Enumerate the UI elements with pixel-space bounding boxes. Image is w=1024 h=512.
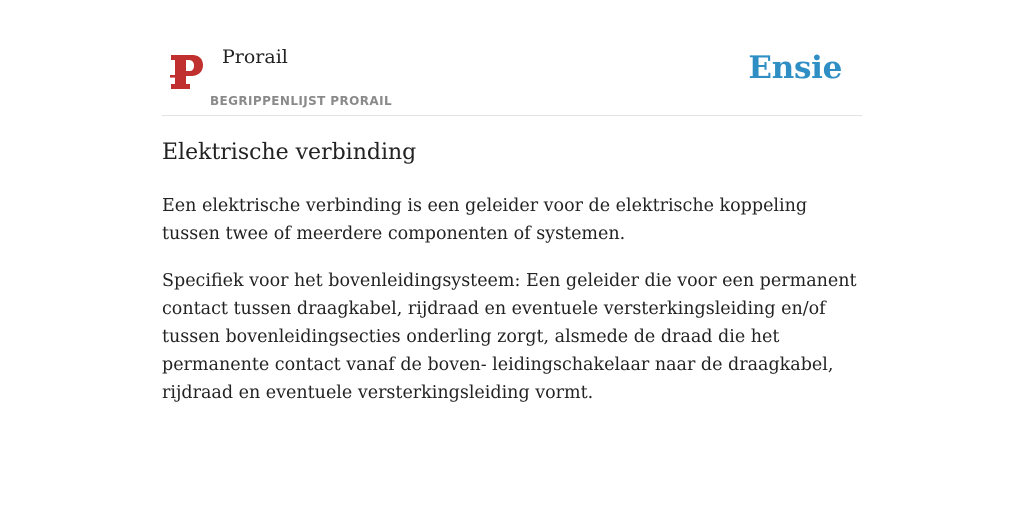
page — [162, 0, 862, 512]
glossary-subtitle-link[interactable]: BEGRIPPENLIJST PRORAIL — [210, 94, 392, 108]
page-title: Elektrische verbinding — [162, 140, 417, 165]
prorail-logo-icon[interactable] — [170, 52, 204, 92]
definition-paragraph: Specifiek voor het bovenleidingsysteem: Een geleider die voor een permanent contact tussen draagkabel, rijdraad en eventuele versterkingsleiding en/of tussen bovenleidingsecties onderling zorgt, alsmede de draad die het permanente contact vanaf de boven- leidingschakelaar naar de draagkabel, rijdraad en eventuele versterkingsleiding vormt. — [162, 271, 857, 403]
ensie-brand-link[interactable]: Ensie — [748, 50, 842, 86]
site-name-link[interactable]: Prorail — [222, 46, 288, 68]
definition-paragraph: Een elektrische verbinding is een geleider voor de elektrische koppeling tussen twee of meerdere componenten of systemen. — [162, 196, 808, 244]
site-header — [162, 0, 862, 116]
